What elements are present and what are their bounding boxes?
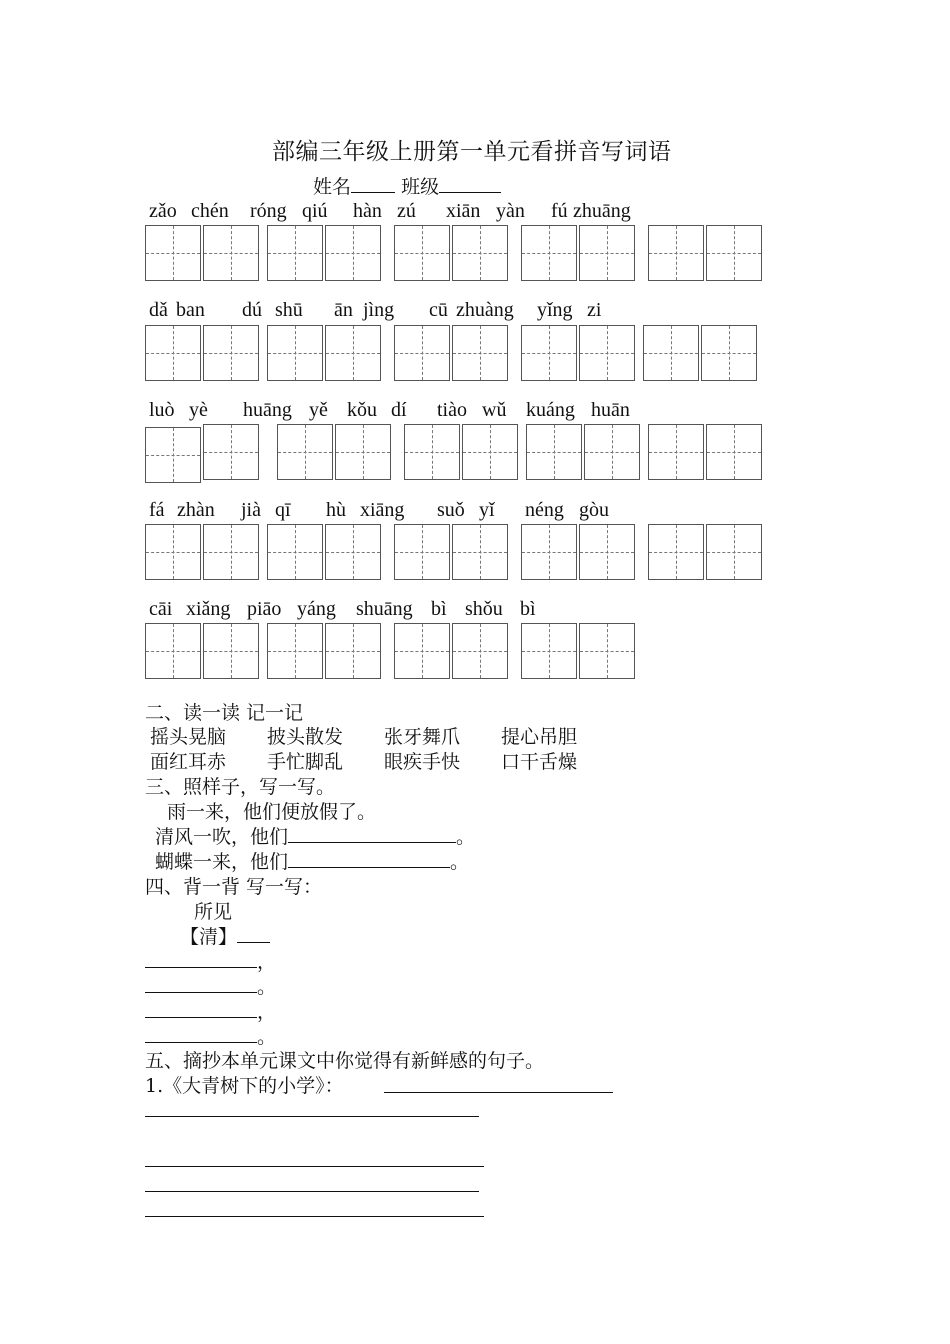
- writing-box[interactable]: [203, 623, 259, 679]
- writing-box[interactable]: [145, 427, 201, 483]
- excerpt-item-1: 1.《大青树下的小学》：: [145, 1075, 344, 1097]
- poem-blank[interactable]: [145, 1017, 257, 1018]
- answer-blank[interactable]: [288, 842, 456, 843]
- section-3-heading: 三、照样子，写一写。: [145, 776, 336, 798]
- pinyin-label: zi: [587, 299, 602, 321]
- writing-box[interactable]: [579, 225, 635, 281]
- poem-line-3: [145, 997, 276, 1024]
- example-sentence: 雨一来，他们便放假了。: [167, 801, 377, 823]
- writing-box[interactable]: [452, 623, 508, 679]
- pinyin-label: dú: [242, 299, 262, 321]
- pinyin-label: zǎo: [149, 200, 177, 222]
- pinyin-label: zhuàng: [456, 299, 514, 321]
- writing-box[interactable]: [325, 225, 381, 281]
- writing-box[interactable]: [579, 524, 635, 580]
- section-4-heading: 四、背一背 写一写：: [145, 876, 323, 898]
- pinyin-label: luò: [149, 399, 175, 421]
- pinyin-label: yě: [309, 399, 328, 421]
- period-mark: 。: [456, 826, 476, 848]
- pinyin-label: suǒ: [437, 499, 465, 521]
- writing-box[interactable]: [145, 524, 201, 580]
- writing-box[interactable]: [267, 524, 323, 580]
- author-blank[interactable]: [237, 942, 270, 943]
- writing-box[interactable]: [394, 325, 450, 381]
- pinyin-label: zhàn: [177, 499, 215, 521]
- pinyin-label: jià: [241, 499, 261, 521]
- pinyin-label: kǒu: [347, 399, 377, 421]
- pinyin-label: bì: [520, 598, 536, 620]
- writing-line[interactable]: [145, 1116, 479, 1117]
- writing-box[interactable]: [706, 524, 762, 580]
- writing-box[interactable]: [145, 325, 201, 381]
- writing-box[interactable]: [335, 424, 391, 480]
- pinyin-label: ān: [334, 299, 353, 321]
- writing-box[interactable]: [648, 424, 704, 480]
- idiom-item: 披头散发: [267, 726, 344, 748]
- answer-blank[interactable]: [288, 867, 450, 868]
- writing-box[interactable]: [648, 524, 704, 580]
- pinyin-label: dǎ: [149, 299, 168, 321]
- idiom-item: 张牙舞爪: [384, 726, 461, 748]
- pinyin-label: yáng: [297, 598, 336, 620]
- writing-box[interactable]: [267, 325, 323, 381]
- poem-blank[interactable]: [145, 967, 257, 968]
- pinyin-label: ban: [176, 299, 205, 321]
- pinyin-label: yǐ: [479, 499, 495, 521]
- pinyin-label: cū: [429, 299, 448, 321]
- pinyin-label: zú: [397, 200, 416, 222]
- writing-box[interactable]: [521, 524, 577, 580]
- poem-line-2: [145, 972, 276, 999]
- writing-box[interactable]: [579, 623, 635, 679]
- idiom-item: 眼疾手快: [384, 751, 461, 773]
- writing-box[interactable]: [325, 623, 381, 679]
- writing-box[interactable]: [579, 325, 635, 381]
- writing-box[interactable]: [521, 225, 577, 281]
- poem-blank[interactable]: [145, 1042, 257, 1043]
- writing-box[interactable]: [267, 225, 323, 281]
- poem-author-row: [180, 922, 270, 949]
- poem-blank[interactable]: [145, 992, 257, 993]
- writing-box[interactable]: [203, 325, 259, 381]
- writing-box[interactable]: [267, 623, 323, 679]
- pinyin-label: huāng: [243, 399, 292, 421]
- pinyin-label: róng: [250, 200, 287, 222]
- pinyin-label: fú: [551, 200, 568, 222]
- pinyin-label: piāo: [247, 598, 282, 620]
- writing-box[interactable]: [325, 524, 381, 580]
- pinyin-label: chén: [191, 200, 229, 222]
- pinyin-label: xiǎng: [186, 598, 231, 620]
- pinyin-label: yè: [189, 399, 208, 421]
- writing-box[interactable]: [526, 424, 582, 480]
- writing-box[interactable]: [203, 424, 259, 480]
- pinyin-label: hù: [326, 499, 346, 521]
- pinyin-label: hàn: [353, 200, 382, 222]
- poem-title: 所见: [194, 901, 233, 923]
- writing-box[interactable]: [394, 623, 450, 679]
- idiom-item: 摇头晃脑: [150, 726, 227, 748]
- idiom-item: 口干舌燥: [501, 751, 578, 773]
- dynasty-label: 【清】: [180, 926, 238, 948]
- sentence-prefix: 蝴蝶一来，他们: [155, 851, 289, 873]
- writing-box[interactable]: [462, 424, 518, 480]
- poem-line-4: [145, 1022, 276, 1049]
- pinyin-label: xiān: [446, 200, 481, 222]
- name-field[interactable]: [351, 192, 395, 193]
- pinyin-label: cāi: [149, 598, 173, 620]
- pinyin-label: qī: [275, 499, 291, 521]
- writing-box[interactable]: [648, 225, 704, 281]
- pinyin-label: qiú: [302, 200, 328, 222]
- pinyin-label: fá: [149, 499, 165, 521]
- writing-line[interactable]: [145, 1216, 484, 1217]
- pinyin-label: gòu: [579, 499, 609, 521]
- writing-box[interactable]: [404, 424, 460, 480]
- writing-box[interactable]: [643, 325, 699, 381]
- pinyin-label: zhuāng: [573, 200, 631, 222]
- pinyin-label: bì: [431, 598, 447, 620]
- writing-box[interactable]: [584, 424, 640, 480]
- punctuation: 。: [257, 976, 277, 998]
- pinyin-label: shǒu: [465, 598, 503, 620]
- idiom-item: 提心吊胆: [501, 726, 578, 748]
- period-mark: 。: [450, 851, 470, 873]
- writing-box[interactable]: [394, 225, 450, 281]
- section-5-heading: 五、摘抄本单元课文中你觉得有新鲜感的句子。: [145, 1050, 545, 1072]
- pinyin-label: néng: [525, 499, 564, 521]
- sentence-prefix: 清风一吹，他们: [155, 826, 289, 848]
- pinyin-label: jìng: [363, 299, 395, 321]
- writing-line[interactable]: [145, 1191, 479, 1192]
- idiom-item: 手忙脚乱: [267, 751, 344, 773]
- pinyin-label: shuāng: [356, 598, 413, 620]
- pinyin-label: tiào: [437, 399, 467, 421]
- writing-box[interactable]: [701, 325, 757, 381]
- writing-box[interactable]: [706, 225, 762, 281]
- sentence-line-1: [155, 822, 475, 849]
- class-field[interactable]: [439, 192, 501, 193]
- writing-box[interactable]: [452, 524, 508, 580]
- pinyin-label: xiāng: [360, 499, 405, 521]
- writing-box[interactable]: [521, 623, 577, 679]
- writing-box[interactable]: [203, 524, 259, 580]
- punctuation: ，: [257, 951, 277, 973]
- pinyin-label: yǐng: [537, 299, 573, 321]
- punctuation: 。: [257, 1026, 277, 1048]
- writing-box[interactable]: [325, 325, 381, 381]
- poem-line-1: [145, 947, 276, 974]
- writing-box[interactable]: [452, 225, 508, 281]
- pinyin-label: kuáng: [526, 399, 575, 421]
- pinyin-label: dí: [391, 399, 407, 421]
- section-2-heading: 二、读一读 记一记: [145, 702, 304, 724]
- writing-box[interactable]: [521, 325, 577, 381]
- punctuation: ，: [257, 1001, 277, 1023]
- writing-box[interactable]: [145, 623, 201, 679]
- writing-line[interactable]: [384, 1092, 613, 1093]
- writing-line[interactable]: [145, 1166, 484, 1167]
- writing-box[interactable]: [394, 524, 450, 580]
- pinyin-label: shū: [275, 299, 303, 321]
- name-label: 姓名: [313, 176, 352, 198]
- writing-box[interactable]: [203, 225, 259, 281]
- page-title: 部编三年级上册第一单元看拼音写词语: [272, 139, 672, 165]
- idiom-item: 面红耳赤: [150, 751, 227, 773]
- pinyin-label: huān: [591, 399, 630, 421]
- sentence-line-2: [155, 847, 469, 874]
- writing-box[interactable]: [706, 424, 762, 480]
- pinyin-label: wǔ: [482, 399, 507, 421]
- name-class-row: [313, 172, 501, 199]
- writing-box[interactable]: [452, 325, 508, 381]
- writing-box[interactable]: [145, 225, 201, 281]
- class-label: 班级: [401, 176, 440, 198]
- writing-box[interactable]: [277, 424, 333, 480]
- pinyin-label: yàn: [496, 200, 525, 222]
